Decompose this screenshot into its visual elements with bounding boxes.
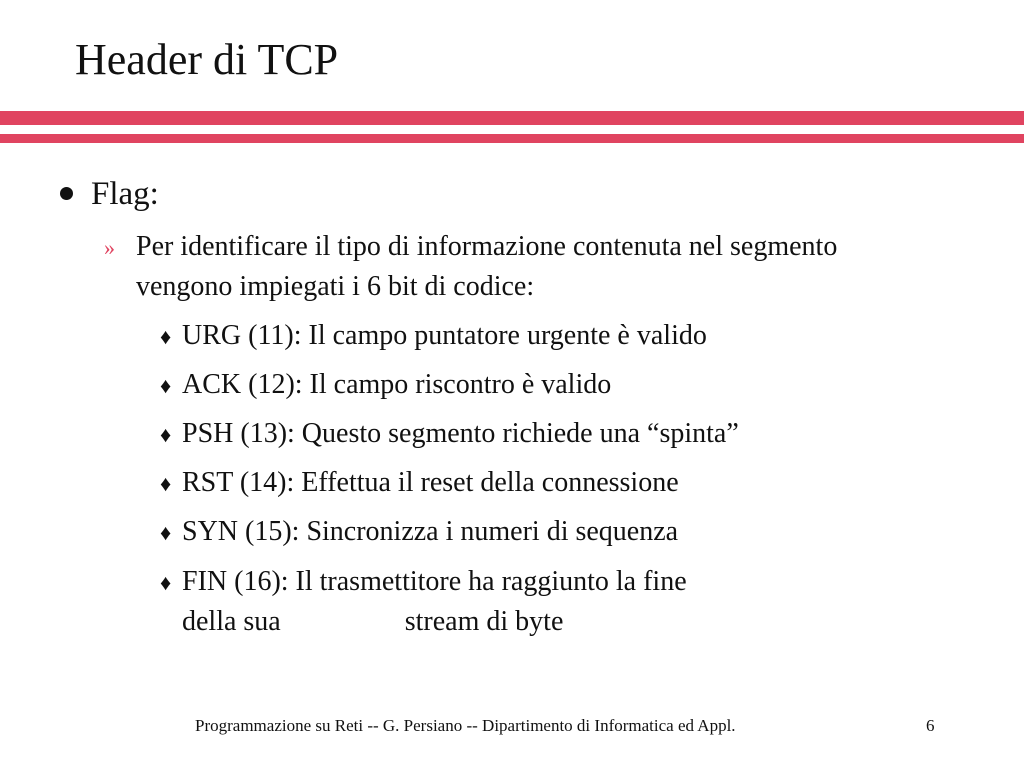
page-number: 6 [926, 716, 935, 735]
diamond-icon: ♦ [160, 520, 172, 545]
sub-bullet [104, 227, 904, 307]
title-divider-top [0, 111, 1024, 125]
bullet-dot-icon [60, 187, 73, 200]
flag-item-rst [160, 463, 920, 503]
footer-text: Programmazione su Reti -- G. Persiano -- Dipartimento di Informatica ed Appl. [195, 716, 736, 735]
diamond-icon: ♦ [160, 373, 172, 398]
continuation-part-b: stream di byte [404, 606, 564, 637]
double-chevron-icon: » [104, 235, 115, 260]
diamond-icon: ♦ [160, 324, 172, 349]
flag-item-psh [160, 414, 920, 454]
slide-title: Header di TCP [75, 35, 339, 84]
bullet-flag-label: Flag: [91, 176, 159, 212]
flag-item-text: ACK (12): Il campo riscontro è valido [182, 369, 612, 400]
flag-item-syn [160, 512, 920, 552]
bullet-flag [60, 172, 159, 216]
title-divider-bottom [0, 134, 1024, 143]
flag-item-urg [160, 316, 920, 356]
flag-item-text: SYN (15): Sincronizza i numeri di sequenza [182, 516, 679, 547]
flag-item-text: URG (11): Il campo puntatore urgente è valido [182, 320, 707, 351]
sub-bullet-text: Per identificare il tipo di informazione contenuta nel segmento vengono impiegati i 6 bit di codice: [136, 231, 838, 302]
diamond-icon: ♦ [160, 471, 172, 496]
diamond-icon: ♦ [160, 422, 172, 447]
continuation-part-a: della sua [182, 606, 281, 637]
flag-item-text: PSH (13): Questo segmento richiede una “spinta” [182, 418, 739, 449]
flag-item-continuation [182, 602, 920, 642]
flag-item-fin [160, 562, 920, 642]
flag-item-text: RST (14): Effettua il reset della connessione [182, 467, 679, 498]
flag-item-ack [160, 365, 920, 405]
diamond-icon: ♦ [160, 570, 172, 595]
flag-item-text: FIN (16): Il trasmettitore ha raggiunto la fine [182, 566, 687, 597]
